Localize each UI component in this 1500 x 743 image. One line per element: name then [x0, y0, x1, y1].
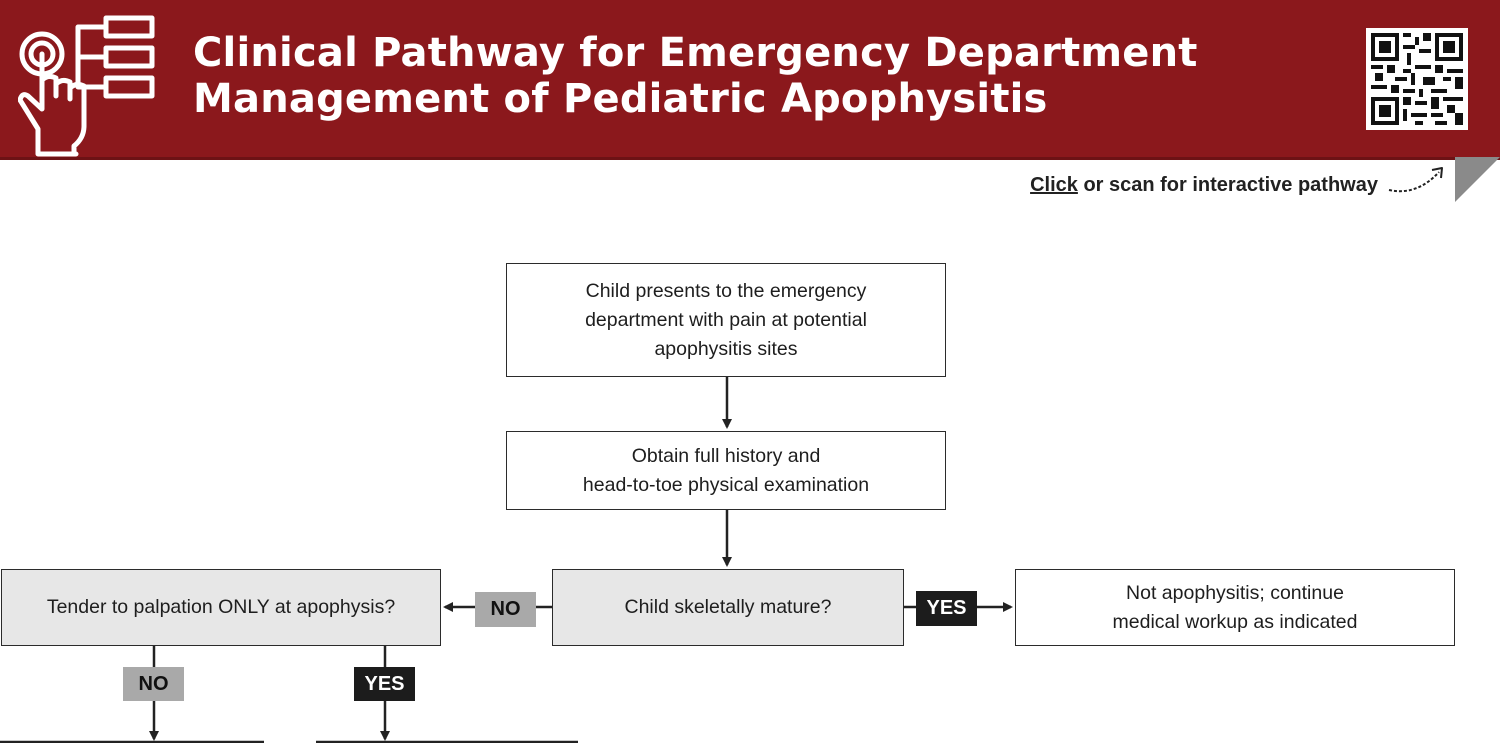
no-tag-tender: NO — [123, 667, 184, 701]
skeletally-mature-decision: Child skeletally mature? — [552, 569, 904, 646]
no-tag-mature: NO — [475, 592, 536, 627]
title-line-2: Management of Pediatric Apophysitis — [193, 76, 1048, 122]
title-line-1: Clinical Pathway for Emergency Department — [193, 30, 1198, 76]
tender-decision: Tender to palpation ONLY at apophysis? — [1, 569, 441, 646]
not-apophysitis-box: Not apophysitis; continue medical workup as indicated — [1015, 569, 1455, 646]
history-box: Obtain full history and head-to-toe physical examination — [506, 431, 946, 510]
start-box: Child presents to the emergency department with pain at potential apophysitis sites — [506, 263, 946, 377]
yes-tag-mature: YES — [916, 591, 977, 626]
interactive-pathway-link[interactable]: Click — [1030, 174, 1078, 196]
scan-note-text: or scan for interactive pathway — [1077, 174, 1378, 196]
yes-tag-tender: YES — [354, 667, 415, 701]
